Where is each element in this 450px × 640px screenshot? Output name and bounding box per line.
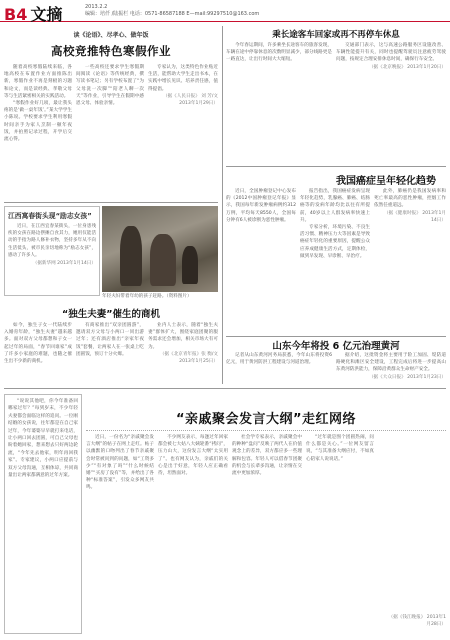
lead-paragraph: 一些高校还要求学生寒假期间阅读《论语》等传统经典，撰写读书笔记；另有学校布置了“为父母洗一次脚”“陪老人聊一次天”等作业，引导学生在假期中感恩父母、体验亲情。 bbox=[76, 65, 144, 107]
sidebar-body: “说说其他吧，你今年准备回哪家过年？”每到岁末，不少年轻夫妻都会面临这样的追问。一位刚结婚的女孩说，往年都是在自己家过年，今年婆婆早早就打来电话，让小两口回去团圆，可自己父母也盼着她回家，想来想去只好两边轮流，“今年先去他家，明年再回我家”。专家建议，小两口应提前与双方父母沟通，互相体谅，共同商量出让两家都满意的过年方案。 bbox=[8, 399, 78, 479]
network-col-2 bbox=[158, 434, 228, 636]
divider bbox=[4, 202, 218, 203]
couple-paragraph: 业内人士表示，随着“独生夫妻”群体扩大，围绕家庭团聚的服务需求还会增加，相关市场大有可为。 bbox=[148, 323, 218, 350]
sidebar-box bbox=[4, 394, 82, 634]
callout-body: 近日，在江西宜春某街头，一位身患残疾的女孩在路边摆摊自食其力，她用仅能活动的手指为路人修补衣物，坚持多年从不向生活低头，被市民亲切地称为“励志女孩”，感动了许多人。 bbox=[8, 224, 96, 258]
page-section-tag bbox=[4, 2, 62, 25]
network-title: “亲戚聚会发言大纲”走红网络 bbox=[175, 412, 357, 427]
divider bbox=[226, 166, 446, 167]
cancer-paragraph: 报告指出，我国癌症发病呈现年轻化趋势，乳腺癌、肺癌、结肠癌等的发病年龄均比以往有所提前，40岁以上人群发病率快速上升。 bbox=[300, 189, 370, 223]
lead-paragraph: “寒假作业好几项，最让我头疼的是‘做一桌年饭’。”某大学学生小陈说。学校要求学生利用寒假时间亲手为家人烹制一顿年夜饭，并拍照记录过程，开学后交流心得。 bbox=[4, 101, 72, 143]
photo-figure bbox=[182, 246, 198, 284]
cancer-paragraph: 专家分析，环境污染、不良生活习惯、精神压力大等因素是导致癌症年轻化的重要原因，提醒公众应养成健康生活方式，定期体检，做到早发现、早诊断、早治疗。 bbox=[300, 225, 370, 259]
couple-source: （据《北京青年报》张 衡/文 2013年1月25日） bbox=[159, 351, 218, 365]
lead-paragraph: 专家认为，这类特色作业贴近生活，能帮助大学生走出书本，在实践中增长见识、培养责任感，值得提倡。 bbox=[148, 65, 218, 92]
column-divider bbox=[222, 26, 223, 384]
network-col-5 bbox=[378, 434, 446, 636]
couple-col-1 bbox=[4, 322, 72, 384]
shandong-paragraph: 记者从山东黄河河务局获悉，今年山东将投资6亿元，用于黄河防洪工程建设与河道治理。 bbox=[226, 353, 332, 366]
network-paragraph: 不少网友表示，每逢过年回家都会被七大姑八大姨轮番“拷问”，压力山大，这份发言大纲“太实用了”。也有网友认为，亲戚们的关心是出于好意，年轻人应正确看待，坦然面对。 bbox=[158, 435, 228, 477]
lead-col-3 bbox=[148, 64, 218, 198]
shandong-source: （据《大众日报》 2013年1月23日） bbox=[368, 374, 446, 380]
masthead bbox=[0, 0, 450, 22]
couple-paragraph: 有商家推出“双亲团圆游”，邀请双方父母与小两口一同出游过年；还有酒店推出“亲家年夜饭”套餐，让两家人在一张桌上吃团圆饭，预订十分火爆。 bbox=[76, 323, 144, 357]
photo-figure bbox=[150, 234, 176, 286]
cancer-paragraph: 此外，肺癌仍是我国发病率和死亡率最高的恶性肿瘤，控烟工作依然任重道远。 bbox=[374, 189, 446, 209]
elderly-paragraph: 交通部门表示，这与高速公路服务区设施改善、车辆性能提升有关，同时也提醒驾驶员注意疲劳驾驶问题，按规定合理安排休息时间，确保行车安全。 bbox=[336, 43, 446, 63]
callout-title: 江西寓春街头现“励志女孩” bbox=[8, 212, 92, 220]
issue-date: 2013.2.2 bbox=[85, 4, 108, 10]
elderly-col-1 bbox=[226, 42, 332, 162]
cancer-col-1 bbox=[226, 188, 296, 334]
shandong-title: 山东今年将投 6 亿元治理黄河 bbox=[272, 341, 400, 352]
divider bbox=[86, 430, 446, 431]
lead-source: （据《人民日报》 刘 芳/文 2013年1月29日） bbox=[162, 93, 218, 107]
callout-box bbox=[4, 206, 100, 296]
photo-caption: 年轻夫妇带着年幼的孩子赶路。（资料图片） bbox=[102, 294, 192, 299]
photo-figure bbox=[120, 226, 142, 286]
lead-paragraph: 随着高校寒假陆续来临，各地高校在布置作业方面推陈出新，寒假作业不再是刻板的习题和论文，而是读经典、孝敬父母等与生活紧密相关的实践活动。 bbox=[4, 65, 72, 99]
lead-col-2 bbox=[76, 64, 144, 198]
cancer-col-2 bbox=[300, 188, 370, 334]
masthead-meta bbox=[85, 4, 259, 18]
lead-col-1 bbox=[4, 64, 72, 198]
couple-title: “独生夫妻”催生的商机 bbox=[62, 309, 160, 320]
editor-line: 编辑：培仟 /陆振栏 电话：0571-86587188 E—mail:99297510@163.com bbox=[85, 11, 260, 17]
cancer-title: 我国癌症呈年轻化趋势 bbox=[336, 176, 436, 187]
elderly-col-2 bbox=[336, 42, 446, 162]
elderly-title: 乘长途客车回家或再不再停车休息 bbox=[272, 30, 400, 40]
cancer-col-3 bbox=[374, 188, 446, 334]
couple-paragraph: 如今，独生子女一代陆续步入婚育年龄，“独生夫妻”越来越多。面对双方父母都想和子女一起过年的局面，“春节回谁家”成了许多小家庭的难题，也随之催生出不少新的商机。 bbox=[4, 323, 72, 365]
divider bbox=[4, 388, 446, 389]
network-col-4 bbox=[306, 434, 374, 636]
page-number: B4 bbox=[4, 5, 28, 24]
network-paragraph: “过年就是图个团圆热闹，问什么都是关心。”一位网友留言说，“与其准备大纲应付，不如真心陪家人说说话。” bbox=[306, 435, 374, 462]
lead-title: 高校竞推特色寒假作业 bbox=[51, 44, 171, 58]
shandong-paragraph: 据介绍，这批资金将主要用于险工加固、堤防道路硬化和滩区安全建设，工程完成后将进一步提高山东黄河防洪能力，保障沿黄群众生命财产安全。 bbox=[336, 353, 446, 373]
shandong-col-1 bbox=[226, 352, 332, 386]
network-col-3 bbox=[232, 434, 302, 636]
news-photo bbox=[102, 206, 218, 292]
elderly-source: （据《北京晚报》 2013年1月20日） bbox=[368, 64, 446, 70]
shandong-col-2 bbox=[336, 352, 446, 386]
elderly-paragraph: 今年春运期间，许多乘坐长途客车的旅客发现，车辆在途中停靠休息的次数明显减少，部分线路更是一路直达，让出行时间大大缩短。 bbox=[226, 43, 332, 63]
network-paragraph: 社会学专家表示，亲戚聚会中的种种“盘问”反映了两代人在价值观念上的差异，双方都应多一些理解和包容。年轻人可以借春节团聚的机会与长辈多沟通，让亲情在交流中更加浓厚。 bbox=[232, 435, 302, 477]
divider bbox=[226, 336, 446, 337]
cancer-source: （据《健康时报》 2013年1月14日） bbox=[383, 210, 446, 223]
cancer-paragraph: 近日，全国肿瘤登记中心发布的《2012中国肿瘤登记年报》显示，我国每年新发肿瘤病例约312万例，平均每天8550人，全国每分钟有6人被诊断为恶性肿瘤。 bbox=[226, 189, 296, 223]
lead-kicker: 读《论语》、尽孝心、做年饭 bbox=[73, 32, 149, 39]
network-paragraph: 近日，一份名为“亲戚聚会发言大纲”的帖子在网上走红。帖子以幽默的口吻列出了春节亲戚聚会时常被问到的问题，如“工资多少”“有对象了吗”“什么时候结婚”“买房了没有”等，并给出了各种“标准答案”，引发众多网友共鸣。 bbox=[86, 435, 154, 491]
couple-col-3 bbox=[148, 322, 218, 384]
couple-col-2 bbox=[76, 322, 144, 384]
network-source: （据《钱江晚报》 2013年1月28日） bbox=[388, 615, 446, 628]
callout-source: （据新华网 2013年1月14日） bbox=[32, 261, 96, 267]
network-col-1 bbox=[86, 434, 154, 636]
section-name: 文摘 bbox=[30, 5, 63, 24]
